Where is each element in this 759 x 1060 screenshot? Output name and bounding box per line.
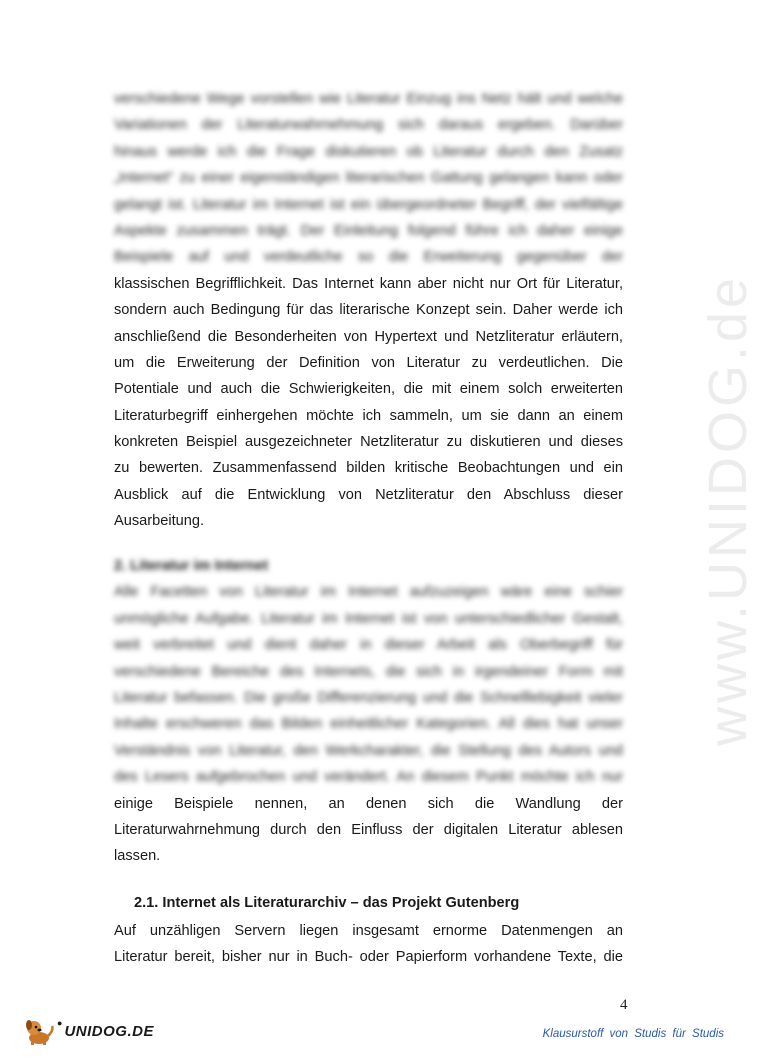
blurred-line: des Lesers aufgebrochen und verändert. An diesem Punkt möchte ich nur xyxy=(114,769,623,786)
text-line: Auf unzähligen Servern liegen insgesamt ernorme Datenmengen an xyxy=(114,923,623,939)
text-line: sondern auch Bedingung für das literarische Konzept sein. Daher werde ich xyxy=(114,302,623,319)
blurred-line: verschiedene Wege vorstellen wie Literatur Einzug ins Netz hält und welche xyxy=(114,91,623,107)
subsection-heading: 2.1. Internet als Literaturarchiv – das Projekt Gutenberg xyxy=(134,895,520,911)
dog-icon xyxy=(22,1016,56,1046)
text-line: Ausblick auf die Entwicklung von Netzliteratur den Abschluss dieser xyxy=(114,486,623,503)
text-line: klassischen Begrifflichkeit. Das Internet kann aber nicht nur Ort für Literatur, xyxy=(114,275,623,292)
footer-tagline: Klausurstoff von Studis für Studis xyxy=(542,1028,724,1040)
blurred-line: Beispiele auf und verdeutliche so die Erweiterung gegenüber der xyxy=(114,249,623,266)
section-2-1-paragraph xyxy=(114,918,623,971)
text-line: einige Beispiele nennen, an denen sich die Wandlung der xyxy=(114,795,623,812)
text-line: Ausarbeitung. xyxy=(114,513,205,530)
paw-icon: ● xyxy=(57,1018,63,1028)
blurred-line: unmögliche Aufgabe. Literatur im Internet ist von unterschiedlicher Gestalt, xyxy=(114,610,623,627)
logo-text: UNIDOG.DE xyxy=(64,1022,154,1040)
text-line: Literaturbegriff einhergehen möchte ich sammeln, um sie dann an einem xyxy=(114,407,623,424)
blurred-line: „Internet“ zu einer eigenständigen literarischen Gattung gelangen kann oder xyxy=(114,170,623,187)
blurred-line: weit verbreitet und dient daher in dieser Arbeit als Oberbegriff für xyxy=(114,637,623,654)
text-line: Literatur bereit, bisher nur in Buch- oder Papierform vorhandene Texte, die xyxy=(114,949,623,966)
text-line: Potentiale und auch die Schwierigkeiten, die mit einem solch erweiterten xyxy=(114,381,623,398)
text-line: konkreten Beispiel ausgezeichneter Netzliteratur zu diskutieren und dieses xyxy=(114,434,623,451)
blurred-line: Inhalte erschweren das Bilden einheitlicher Kategorien. All dies hat unser xyxy=(114,716,623,733)
blurred-line: Verständnis von Literatur, den Werkcharakter, die Stellung des Autors und xyxy=(114,742,623,759)
blurred-line: hinaus werde ich die Frage diskutieren ob Literatur durch den Zusatz xyxy=(114,143,623,160)
text-line: zu bewerten. Zusammenfassend bilden kritische Beobachtungen und ein xyxy=(114,460,623,477)
intro-paragraph xyxy=(114,86,623,535)
text-line: um die Erweiterung der Definition von Literatur zu verdeutlichen. Die xyxy=(114,354,623,371)
section-heading: 2. Literatur im Internet xyxy=(114,558,269,574)
text-line: lassen. xyxy=(114,848,161,865)
watermark: www.UNIDOG.de xyxy=(698,273,758,747)
blurred-line: Alle Facetten von Literatur im Internet aufzuzeigen wäre eine schier xyxy=(114,584,623,601)
blurred-line: Literatur befassen. Die große Differenzierung und die Schnelllebigkeit vieler xyxy=(114,689,623,706)
blurred-line: gelangt ist. Literatur im Internet ist ein übergeordneter Begriff, der vielfältige xyxy=(114,196,623,213)
blurred-line: Variationen der Literaturwahrnehmung sich daraus ergeben. Darüber xyxy=(114,117,623,134)
blurred-line: verschiedene Bereiche des Internets, die sich in irgendeiner Form mit xyxy=(114,663,623,680)
unidog-logo[interactable] xyxy=(22,1016,154,1046)
blurred-line: Aspekte zusammen trägt. Der Einleitung folgend führe ich daher einige xyxy=(114,222,623,239)
section-2 xyxy=(114,553,623,870)
text-line: anschließend die Besonderheiten von Hypertext und Netzliteratur erläutern, xyxy=(114,328,623,345)
text-line: Literaturwahrnehmung durch den Einfluss der digitalen Literatur ablesen xyxy=(114,821,623,838)
page-number: 4 xyxy=(620,997,628,1013)
